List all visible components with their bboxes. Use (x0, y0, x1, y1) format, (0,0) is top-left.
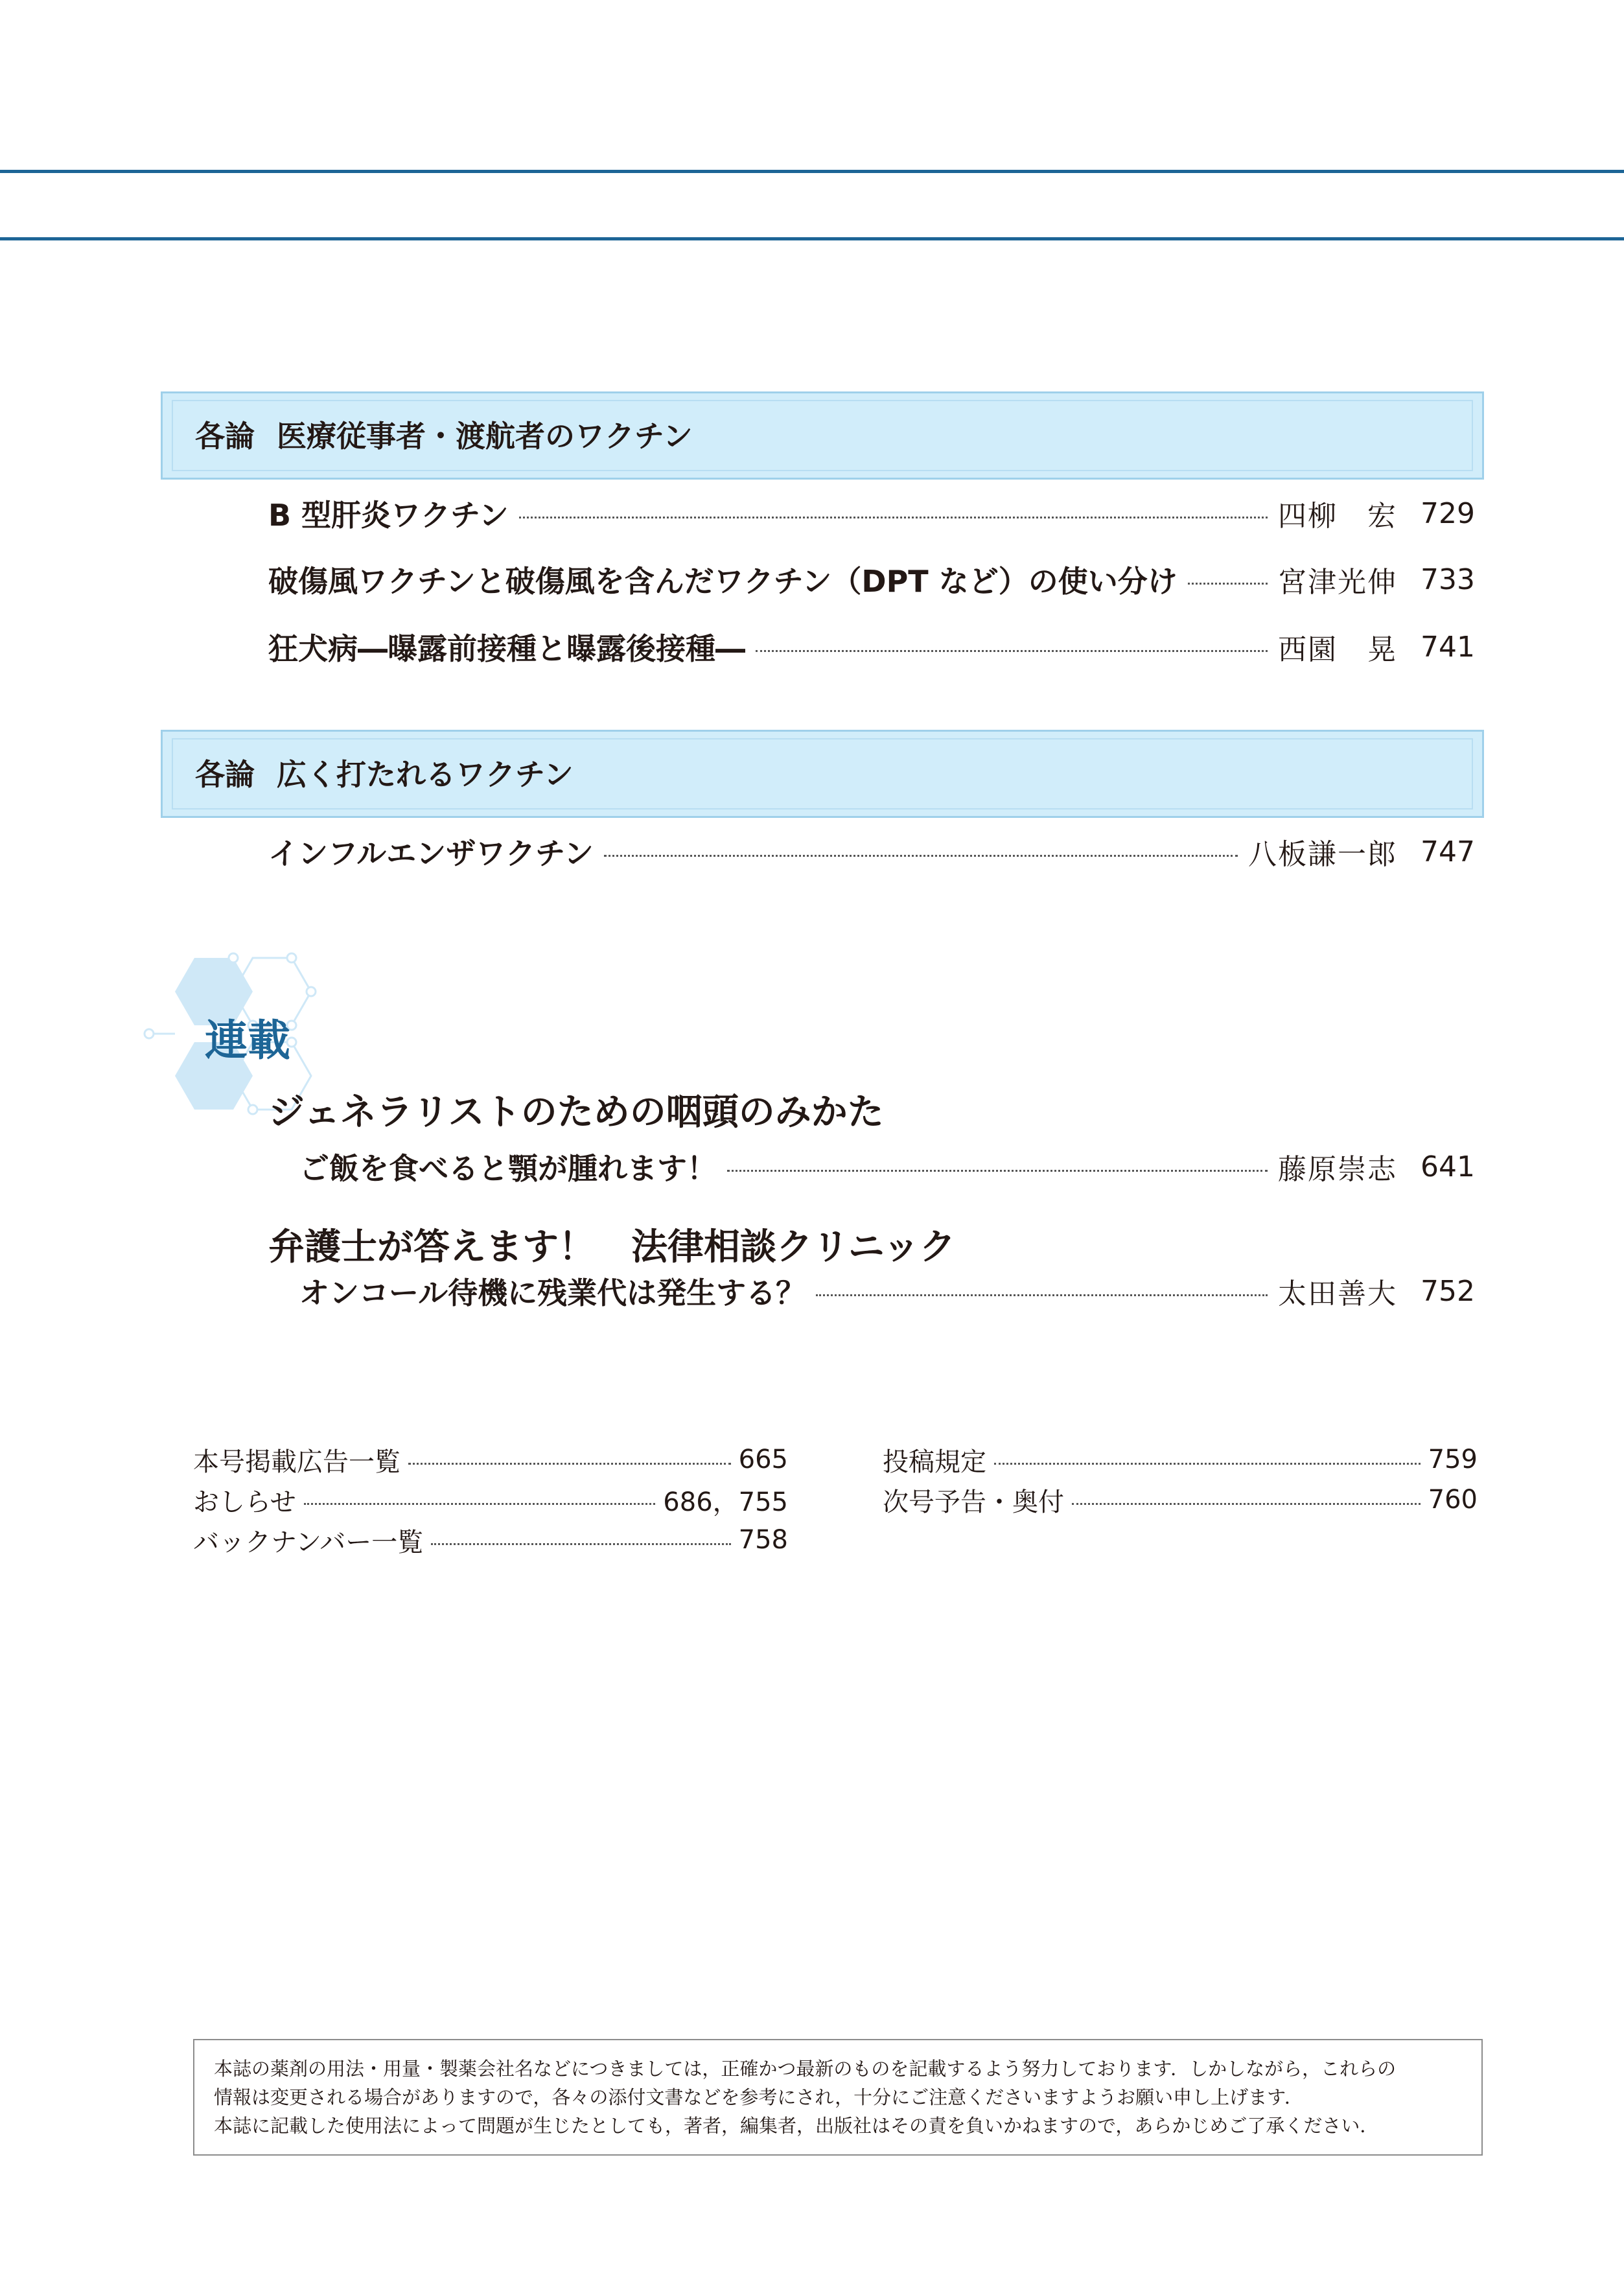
entry-page: 741 (1421, 630, 1475, 664)
dot-leader (816, 1294, 1268, 1296)
section-header-2 (161, 730, 1484, 818)
misc-page: 759 (1428, 1445, 1478, 1474)
rensai-label: 連載 (205, 1016, 290, 1065)
misc-entry[interactable] (193, 1482, 788, 1518)
entry-title: オンコール待機に残業代は発生する？ (299, 1275, 806, 1310)
entry-author: 西園 晃 (1278, 633, 1397, 666)
dot-leader (756, 650, 1268, 652)
entry-page: 747 (1421, 835, 1475, 868)
entry-page: 729 (1421, 496, 1475, 530)
misc-title: バックナンバー一覧 (193, 1527, 424, 1557)
misc-title: 投稿規定 (883, 1447, 986, 1477)
misc-page: 686，755 (663, 1487, 788, 1517)
misc-page: 760 (1428, 1485, 1478, 1515)
dot-leader (1188, 583, 1268, 585)
toc-entry[interactable] (268, 832, 1475, 871)
toc-entry[interactable] (299, 1147, 1475, 1186)
entry-title: ご飯を食べると顎が腫れます！ (299, 1151, 717, 1186)
section-title-2: 各論 広く打たれるワクチン (195, 757, 574, 792)
second-rule (0, 237, 1624, 240)
dot-leader (1072, 1503, 1421, 1505)
dot-leader (604, 855, 1238, 857)
entry-author: 太田善大 (1278, 1277, 1397, 1310)
toc-entry[interactable] (268, 560, 1475, 599)
misc-entry[interactable] (193, 1441, 788, 1478)
toc-entry[interactable] (268, 627, 1475, 666)
misc-title: 本号掲載広告一覧 (193, 1447, 400, 1477)
notice-line: 本誌に記載した使用法によって問題が生じたとしても，著者，編集者，出版社はその責を負いかねますので，あらかじめご了承ください． (214, 2115, 1379, 2137)
notice-line: 情報は変更される場合がありますので，各々の添付文書などを参考にされ，十分にご注意くださいますようお願い申し上げます． (214, 2086, 1303, 2108)
entry-title: B 型肝炎ワクチン (268, 498, 509, 533)
misc-page: 665 (738, 1445, 788, 1474)
toc-entry[interactable] (268, 494, 1475, 533)
disclaimer-notice (193, 2039, 1483, 2156)
entry-title: インフルエンザワクチン (268, 836, 594, 871)
entry-author: 宮津光伸 (1278, 566, 1397, 599)
entry-page: 752 (1421, 1274, 1475, 1308)
dot-leader (994, 1463, 1421, 1465)
section-header-1 (161, 391, 1484, 480)
entry-page: 733 (1421, 563, 1475, 596)
series-heading-2: 弁護士が答えます！ 法律相談クリニック (268, 1226, 956, 1268)
entry-author: 藤原崇志 (1278, 1153, 1397, 1186)
misc-title: 次号予告・奥付 (883, 1487, 1064, 1517)
dot-leader (304, 1503, 655, 1505)
dot-leader (727, 1170, 1268, 1172)
misc-entry[interactable] (193, 1522, 788, 1558)
section-title-1: 各論 医療従事者・渡航者のワクチン (195, 419, 693, 454)
entry-title: 狂犬病―曝露前接種と曝露後接種― (268, 631, 745, 666)
misc-page: 758 (738, 1525, 788, 1555)
entry-page: 641 (1421, 1150, 1475, 1183)
series-heading-1: ジェネラリストのための咽頭のみかた (268, 1091, 884, 1134)
misc-entry[interactable] (883, 1482, 1478, 1518)
dot-leader (408, 1463, 731, 1465)
entry-title: 破傷風ワクチンと破傷風を含んだワクチン（DPT など）の使い分け (268, 564, 1177, 599)
top-rule (0, 170, 1624, 173)
entry-author: 八板謙一郎 (1248, 838, 1397, 871)
notice-line: 本誌の薬剤の用法・用量・製薬会社名などにつきましては，正確かつ最新のものを記載するよう努力しております．しかしながら，これらの (214, 2058, 1397, 2080)
toc-entry[interactable] (299, 1272, 1475, 1310)
dot-leader (519, 517, 1268, 518)
entry-author: 四柳 宏 (1278, 500, 1397, 533)
misc-title: おしらせ (193, 1487, 296, 1517)
misc-entry[interactable] (883, 1441, 1478, 1478)
dot-leader (431, 1543, 730, 1545)
